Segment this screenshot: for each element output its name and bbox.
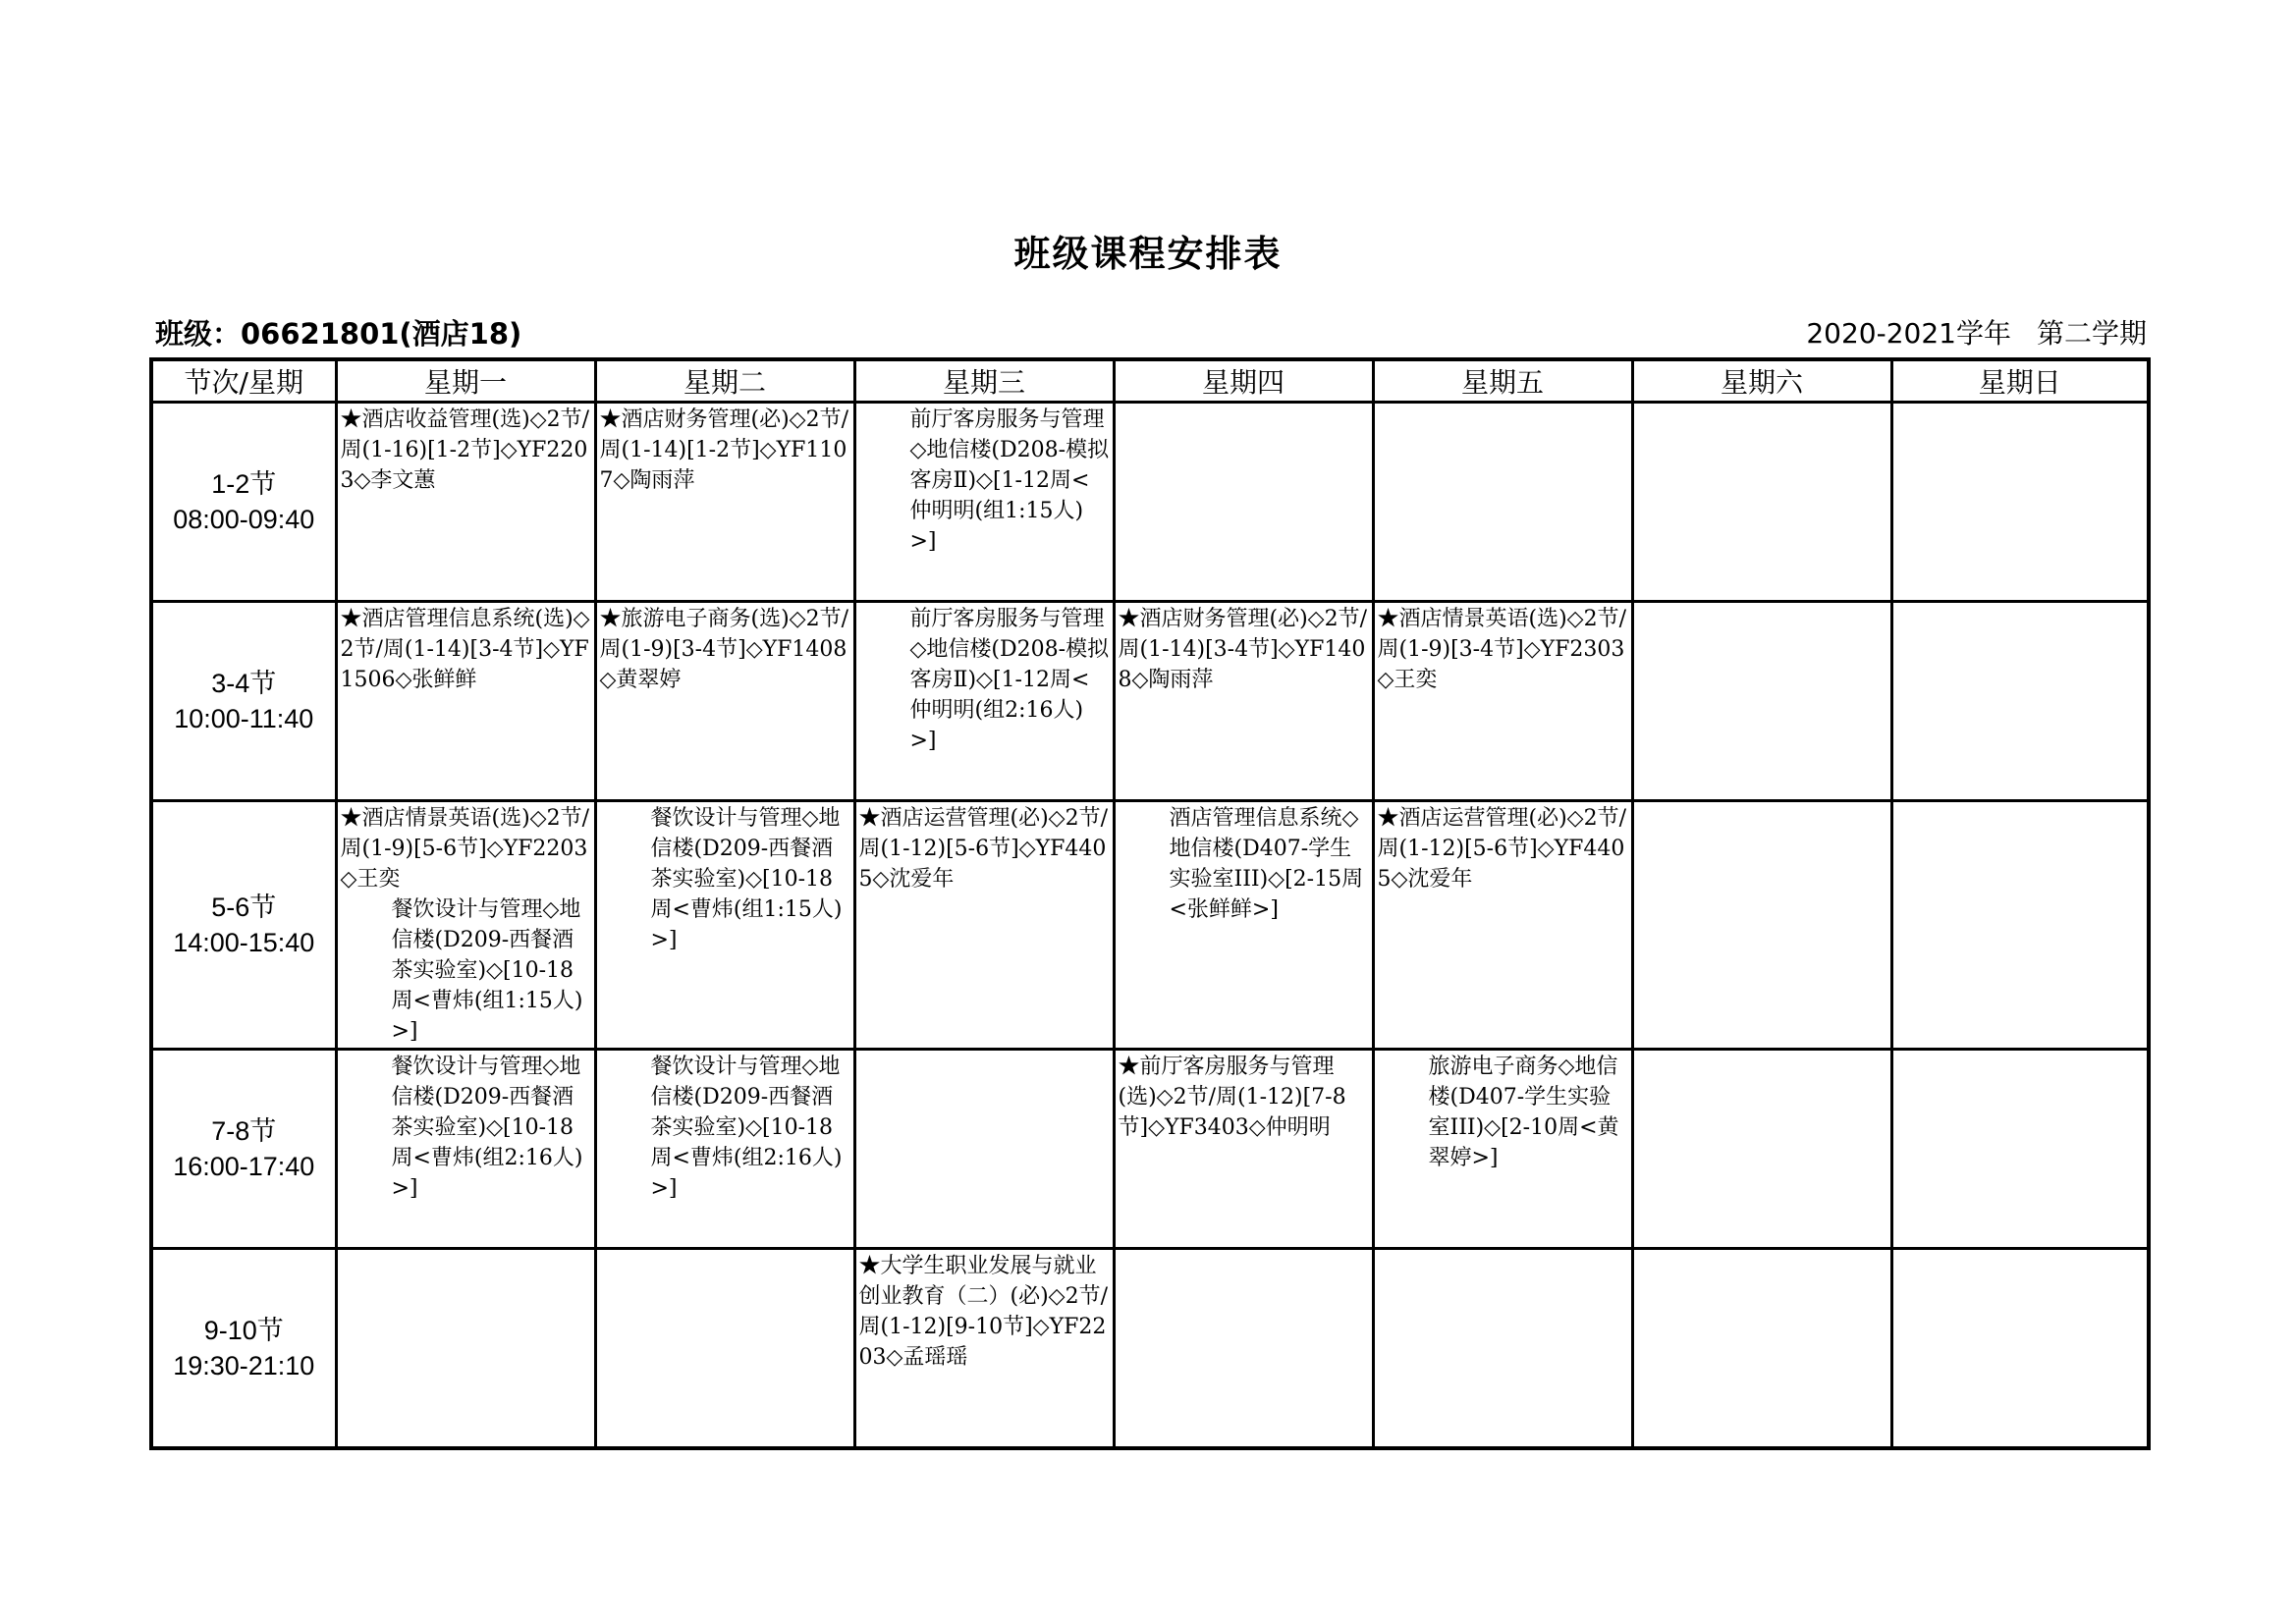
course-cell-sunday (1891, 801, 2149, 1050)
course-cell-saturday (1632, 403, 1891, 602)
course-cell-wednesday (854, 1249, 1114, 1448)
period-cell (151, 1050, 336, 1249)
period-label: 5-6节 (211, 893, 277, 922)
course-cell-monday (336, 602, 595, 801)
course-entry: 前厅客房服务与管理◇地信楼(D208-模拟客房Ⅱ)◇[1-12周<仲明明(组2:16人)>] (909, 607, 1110, 753)
course-entry: ★酒店管理信息系统(选)◇2节/周(1-14)[3-4节]◇YF1506◇张鲜鲜 (340, 607, 590, 692)
course-entry: 餐饮设计与管理◇地信楼(D209-西餐酒茶实验室)◇[10-18周<曹炜(组1:15人)>] (391, 897, 583, 1044)
course-cell-tuesday (595, 801, 854, 1050)
header-monday: 星期一 (336, 359, 595, 403)
course-entry: 餐饮设计与管理◇地信楼(D209-西餐酒茶实验室)◇[10-18周<曹炜(组2:16人)>] (650, 1055, 843, 1201)
course-cell-tuesday (595, 602, 854, 801)
period-label: 9-10节 (203, 1315, 284, 1345)
course-cell-sunday (1891, 602, 2149, 801)
schedule-row (151, 602, 2149, 801)
page-title: 班级课程安排表 (1013, 233, 1283, 275)
course-cell-wednesday (854, 1050, 1114, 1249)
course-cell-monday (336, 1050, 595, 1249)
period-time: 10:00-11:40 (174, 704, 314, 733)
course-cell-saturday (1632, 1050, 1891, 1249)
course-cell-sunday (1891, 403, 2149, 602)
period-cell (151, 1249, 336, 1448)
course-entry: ★酒店收益管理(选)◇2节/周(1-16)[1-2节]◇YF2203◇李文蕙 (340, 407, 589, 493)
course-cell-thursday (1114, 602, 1373, 801)
header-wednesday: 星期三 (854, 359, 1114, 403)
course-cell-tuesday (595, 403, 854, 602)
course-cell-friday (1373, 403, 1632, 602)
academic-year: 2020-2021学年 (1806, 317, 2011, 350)
period-label: 3-4节 (211, 669, 277, 698)
period-label: 1-2节 (211, 469, 277, 499)
schedule-table (149, 357, 2151, 1450)
course-cell-friday (1373, 1249, 1632, 1448)
header-friday: 星期五 (1373, 359, 1632, 403)
course-cell-sunday (1891, 1050, 2149, 1249)
course-cell-monday (336, 801, 595, 1050)
course-cell-thursday (1114, 1050, 1373, 1249)
period-time: 19:30-21:10 (173, 1350, 315, 1380)
course-entry: ★酒店运营管理(必)◇2节/周(1-12)[5-6节]◇YF4405◇沈爱年 (1377, 806, 1626, 892)
course-cell-monday (336, 403, 595, 602)
term-info (1780, 312, 2147, 352)
course-entry: ★旅游电子商务(选)◇2节/周(1-9)[3-4节]◇YF1408◇黄翠婷 (599, 607, 848, 692)
course-cell-thursday (1114, 403, 1373, 602)
course-entry: 前厅客房服务与管理◇地信楼(D208-模拟客房Ⅱ)◇[1-12周<仲明明(组1:15人)>] (909, 407, 1110, 554)
period-time: 14:00-15:40 (173, 928, 315, 957)
course-entry: ★酒店财务管理(必)◇2节/周(1-14)[1-2节]◇YF1107◇陶雨萍 (599, 407, 848, 493)
course-entry: ★大学生职业发展与就业创业教育（二）(必)◇2节/周(1-12)[9-10节]◇YF2203◇孟瑶瑶 (858, 1254, 1108, 1370)
course-entry: 餐饮设计与管理◇地信楼(D209-西餐酒茶实验室)◇[10-18周<曹炜(组2:16人)>] (391, 1055, 583, 1201)
period-time: 08:00-09:40 (173, 505, 315, 534)
course-cell-thursday (1114, 1249, 1373, 1448)
period-label: 7-8节 (211, 1116, 277, 1146)
course-entry: ★酒店情景英语(选)◇2节/周(1-9)[3-4节]◇YF2303◇王奕 (1377, 607, 1626, 692)
course-cell-tuesday (595, 1249, 854, 1448)
schedule-row (151, 1050, 2149, 1249)
course-cell-friday (1373, 602, 1632, 801)
course-entry: ★酒店运营管理(必)◇2节/周(1-12)[5-6节]◇YF4405◇沈爱年 (858, 806, 1108, 892)
course-entry: 旅游电子商务◇地信楼(D407-学生实验室III)◇[2-10周<黄翠婷>] (1428, 1055, 1619, 1170)
header-saturday: 星期六 (1632, 359, 1891, 403)
header-period: 节次/星期 (151, 359, 336, 403)
course-cell-sunday (1891, 1249, 2149, 1448)
course-cell-wednesday (854, 602, 1114, 801)
class-label: 班级：06621801(酒店18) (155, 317, 522, 351)
header-tuesday: 星期二 (595, 359, 854, 403)
header-row (151, 359, 2149, 403)
schedule-row (151, 1249, 2149, 1448)
course-cell-saturday (1632, 1249, 1891, 1448)
header-sunday: 星期日 (1891, 359, 2149, 403)
schedule-row (151, 403, 2149, 602)
course-entry: ★酒店财务管理(必)◇2节/周(1-14)[3-4节]◇YF1408◇陶雨萍 (1118, 607, 1367, 692)
course-cell-saturday (1632, 801, 1891, 1050)
course-entry: ★酒店情景英语(选)◇2节/周(1-9)[5-6节]◇YF2203◇王奕 (340, 806, 589, 892)
period-time: 16:00-17:40 (173, 1152, 315, 1181)
course-entry: 酒店管理信息系统◇地信楼(D407-学生实验室III)◇[2-15周<张鲜鲜>] (1169, 806, 1364, 922)
course-cell-friday (1373, 801, 1632, 1050)
period-cell (151, 602, 336, 801)
period-cell (151, 801, 336, 1050)
course-cell-monday (336, 1249, 595, 1448)
semester: 第二学期 (2036, 317, 2147, 350)
course-entry: ★前厅客房服务与管理(选)◇2节/周(1-12)[7-8节]◇YF3403◇仲明明 (1118, 1055, 1346, 1140)
course-cell-tuesday (595, 1050, 854, 1249)
course-cell-saturday (1632, 602, 1891, 801)
course-cell-wednesday (854, 403, 1114, 602)
course-cell-friday (1373, 1050, 1632, 1249)
header-thursday: 星期四 (1114, 359, 1373, 403)
period-cell (151, 403, 336, 602)
course-entry: 餐饮设计与管理◇地信楼(D209-西餐酒茶实验室)◇[10-18周<曹炜(组1:15人)>] (650, 806, 843, 952)
schedule-row (151, 801, 2149, 1050)
course-cell-thursday (1114, 801, 1373, 1050)
course-cell-wednesday (854, 801, 1114, 1050)
